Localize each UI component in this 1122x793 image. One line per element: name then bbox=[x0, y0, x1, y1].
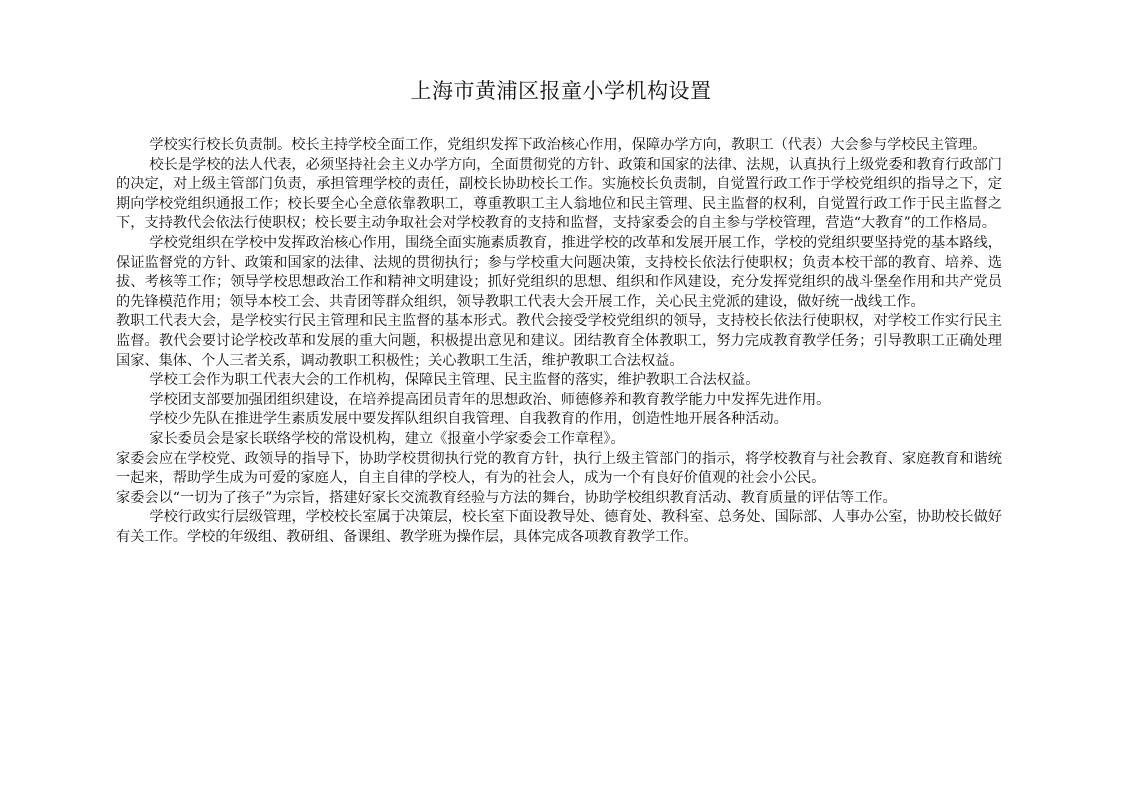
paragraph: 校长是学校的法人代表，必须坚持社会主义办学方向，全面贯彻党的方针、政策和国家的法律、法规，认真执行上级党委和教育行政部门的决定，对上级主管部门负责，承担管理学校的责任，副校长协助校长工作。实施校长负责制，自觉置行政工作于学校党组织的指导之下，定期向学校党组织通报工作；校长要全心全意依靠教职工，尊重教职工主人翁地位和民主管理、民主监督的权利，自觉置行政工作于民主监督之下，支持教代会依法行使职权；校长要主动争取社会对学校教育的支持和监督，支持家委会的自主参与学校管理，营造“大教育”的工作格局。 bbox=[116, 156, 1002, 232]
paragraph: 家委会应在学校党、政领导的指导下，协助学校贯彻执行党的教育方针，执行上级主管部门的指示，将学校教育与社会教育、家庭教育和谐统一起来，帮助学生成为可爱的家庭人，自主自律的学校人，有为的社会人，成为一个有良好价值观的社会小公民。 bbox=[116, 450, 1002, 487]
paragraph: 学校工会作为职工代表大会的工作机构，保障民主管理、民主监督的落实，维护教职工合法权益。 bbox=[149, 372, 760, 389]
paragraph: 学校实行校长负责制。校长主持学校全面工作，党组织发挥下政治核心作用，保障办学方向，教职工（代表）大会参与学校民主管理。 bbox=[149, 137, 987, 153]
paragraph: 学校团支部要加强团组织建设，在培养提高团员青年的思想政治、师德修养和教育教学能力中发挥先进作用。 bbox=[149, 391, 831, 408]
paragraph: 学校党组织在学校中发挥政治核心作用，围绕全面实施素质教育，推进学校的改革和发展开展工作，学校的党组织要坚持党的基本路线，保证监督党的方针、政策和国家的法律、法规的贯彻执行；参与学校重大问题决策，支持校长依法行使职权；负责本校干部的教育、培养、选拔、考核等工作；领导学校思想政治工作和精神文明建设；抓好党组织的思想、组织和作风建设，充分发挥党组织的战斗堡垒作用和共产党员的先锋模范作用；领导本校工会、共青团等群众组织，领导教职工代表大会开展工作，关心民主党派的建设，做好统一战线工作。 bbox=[116, 234, 1002, 310]
paragraph: 学校少先队在推进学生素质发展中要发挥队组织自我管理、自我教育的作用，创造性地开展各种活动。 bbox=[149, 411, 788, 428]
paragraph: 家委会以“一切为了孩子”为宗旨，搭建好家长交流教育经验与方法的舞台，协助学校组织教育活动、教育质量的评估等工作。 bbox=[116, 489, 897, 506]
paragraph: 教职工代表大会，是学校实行民主管理和民主监督的基本形式。教代会接受学校党组织的领导，支持校长依法行使职权，对学校工作实行民主监督。教代会要讨论学校改革和发展的重大问题，积极提出意见和建议。团结教育全体教职工，努力完成教育教学任务；引导教职工正确处理国家、集体、个人三者关系，调动教职工积极性；关心教职工生活，维护教职工合法权益。 bbox=[116, 313, 1002, 369]
paragraph: 学校行政实行层级管理，学校校长室属于决策层，校长室下面设教导处、德育处、教科室、总务处、国际部、人事办公室，协助校长做好有关工作。学校的年级组、教研组、备课组、教学班为操作层，具体完成各项教育教学工作。 bbox=[116, 509, 1002, 545]
document-body bbox=[116, 136, 1002, 638]
paragraph: 家长委员会是家长联络学校的常设机构，建立《报童小学家委会工作章程》。 bbox=[149, 430, 625, 447]
page-title: 上海市黄浦区报童小学机构设置 bbox=[410, 79, 712, 103]
